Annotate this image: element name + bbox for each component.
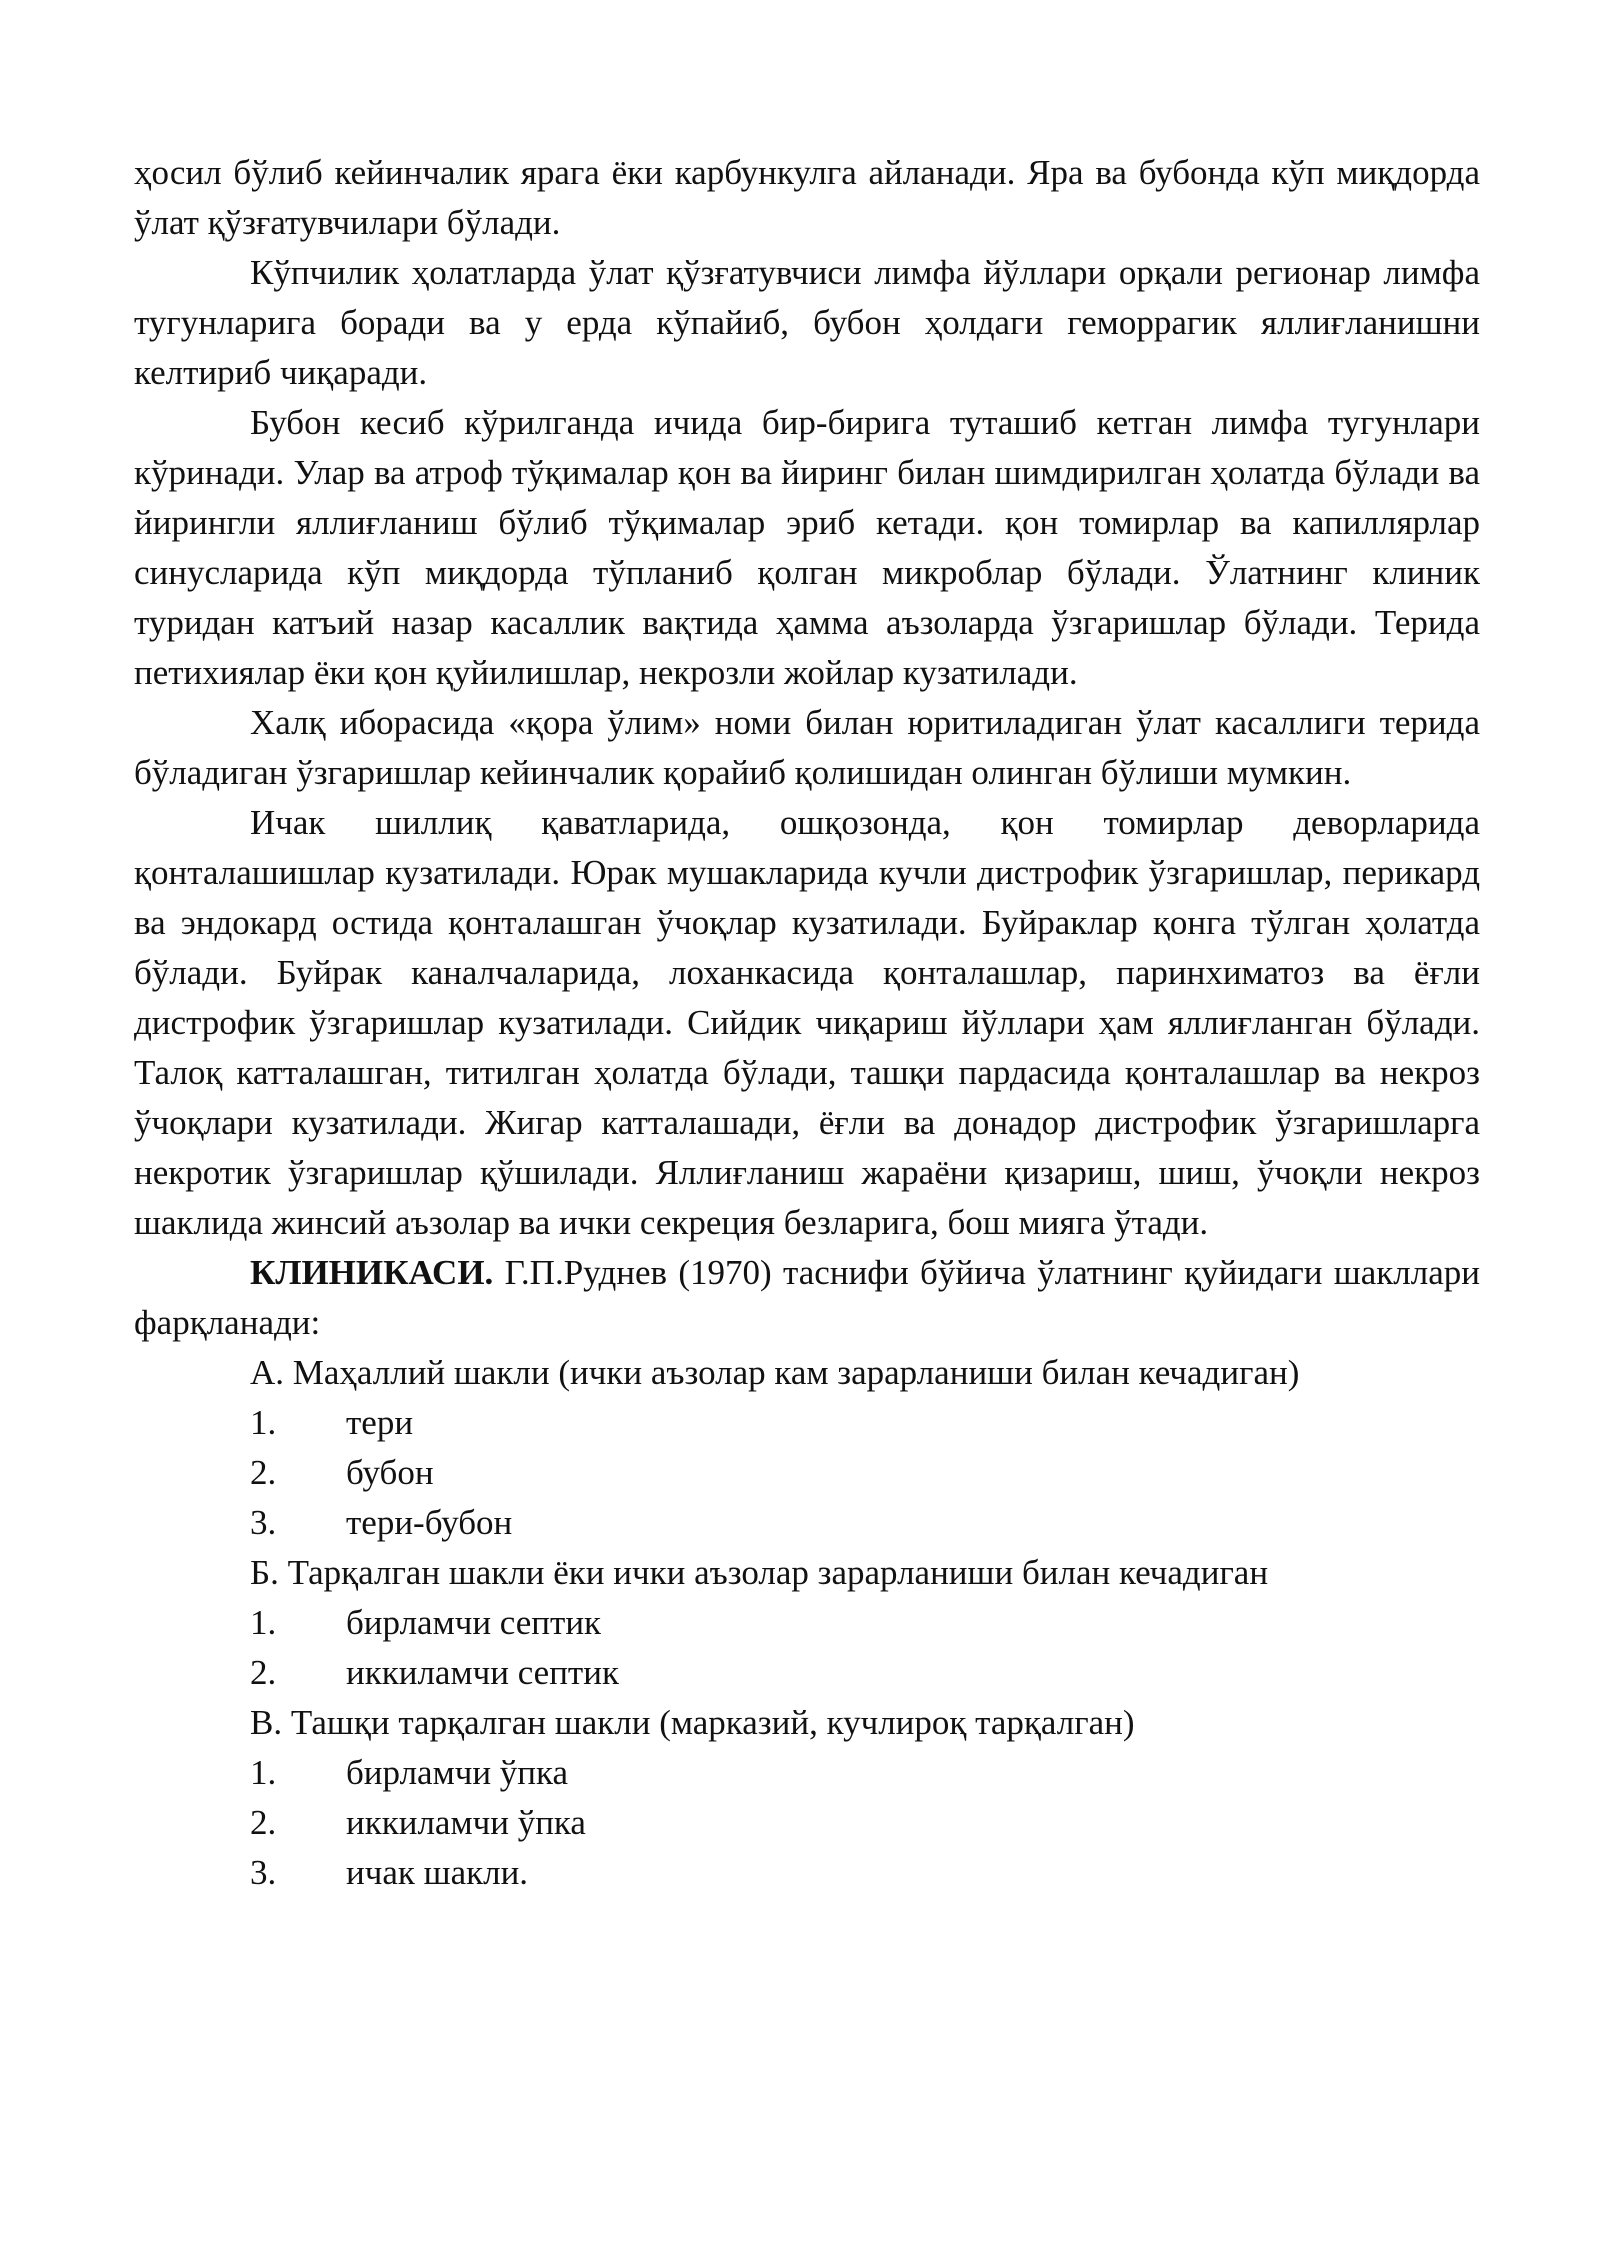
list-item-number: 3. <box>250 1853 277 1892</box>
list-item-number: 2. <box>250 1453 277 1492</box>
clinic-text: Г.П.Руднев (1970) таснифи бўйича ўлатнинг қуйидаги шакллари фарқланади: <box>134 1253 1480 1342</box>
list-item-text: тери <box>346 1403 414 1442</box>
paragraph-3: Бубон кесиб кўрилганда ичида бир-бирига туташиб кетган лимфа тугунлари кўринади. Улар ва атроф тўқималар қон ва йиринг билан шимдирилган ҳолатда бўлади ва йирингли яллиғланиш бўлиб тўқималар эриб кетади. қон томирлар ва капиллярлар синусларида кўп миқдорда тўпланиб қолган микроблар бўлади. Ўлатнинг клиник туридан катъий назар касаллик вақтида ҳамма аъзоларда ўзгаришлар бўлади. Терида петихиялар ёки қон қуйилишлар, некрозли жойлар кузатилади. <box>134 403 1480 692</box>
list-item-text: бирламчи ўпка <box>346 1753 569 1792</box>
clinic-paragraph <box>134 1248 1480 1348</box>
section-a-title: А. Маҳаллий шакли (ички аъзолар кам зарарланиши билан кечадиган) <box>250 1353 1300 1392</box>
list-item-number: 2. <box>250 1653 277 1692</box>
section-b-title: Б. Тарқалган шакли ёки ички аъзолар зарарланиши билан кечадиган <box>250 1553 1269 1592</box>
paragraph-4: Халқ иборасида «қора ўлим» номи билан юритиладиган ўлат касаллиги терида бўладиган ўзгаришлар кейинчалик қорайиб қолишидан олинган бўлиши мумкин. <box>134 703 1480 792</box>
list-item-number: 3. <box>250 1503 277 1542</box>
list-item <box>134 1848 1480 1898</box>
clinic-heading: КЛИНИКАСИ. <box>250 1253 494 1292</box>
list-item-text: иккиламчи ўпка <box>346 1803 586 1842</box>
list-item-number: 1. <box>250 1403 277 1442</box>
list-item-text: тери-бубон <box>346 1503 513 1542</box>
list-item <box>134 1448 1480 1498</box>
list-item-number: 1. <box>250 1753 277 1792</box>
list-item <box>134 1398 1480 1448</box>
document-page <box>134 148 1480 1898</box>
list-item-text: бирламчи септик <box>346 1603 602 1642</box>
list-item-number: 1. <box>250 1603 277 1642</box>
list-item-text: ичак шакли. <box>346 1853 529 1892</box>
list-item <box>134 1748 1480 1798</box>
list-item-text: иккиламчи септик <box>346 1653 619 1692</box>
paragraph-5: Ичак шиллиқ қаватларида, ошқозонда, қон томирлар деворларида қонталашишлар кузатилади. Юрак мушакларида кучли дистрофик ўзгаришлар, перикард ва эндокард остида қонталашган ўчоқлар кузатилади. Буйраклар қонга тўлган ҳолатда бўлади. Буйрак каналчаларида, лоханкасида қонталашлар, паринхиматоз ва ёғли дистрофик ўзгаришлар кузатилади. Сийдик чиқариш йўллари ҳам яллиғланган бўлади. Талоқ катталашган, титилган ҳолатда бўлади, ташқи пардасида қонталашлар ва некроз ўчоқлари кузатилади. Жигар катталашади, ёғли ва донадор дистрофик ўзгаришларга некротик ўзгаришлар қўшилади. Яллиғланиш жараёни қизариш, шиш, ўчоқли некроз шаклида жинсий аъзолар ва ички секреция безларига, бош мияга ўтади. <box>134 803 1480 1242</box>
section-c-title: В. Ташқи тарқалган шакли (марказий, кучлироқ тарқалган) <box>250 1703 1135 1742</box>
list-item <box>134 1598 1480 1648</box>
paragraph-1: ҳосил бўлиб кейинчалик ярага ёки карбункулга айланади. Яра ва бубонда кўп миқдорда ўлат қўзғатувчилари бўлади. <box>134 153 1480 242</box>
list-item-text: бубон <box>346 1453 434 1492</box>
paragraph-2: Кўпчилик ҳолатларда ўлат қўзғатувчиси лимфа йўллари орқали регионар лимфа тугунларига боради ва у ерда кўпайиб, бубон ҳолдаги геморрагик яллиғланишни келтириб чиқаради. <box>134 253 1480 392</box>
list-item <box>134 1498 1480 1548</box>
list-item <box>134 1798 1480 1848</box>
list-item <box>134 1648 1480 1698</box>
list-item-number: 2. <box>250 1803 277 1842</box>
